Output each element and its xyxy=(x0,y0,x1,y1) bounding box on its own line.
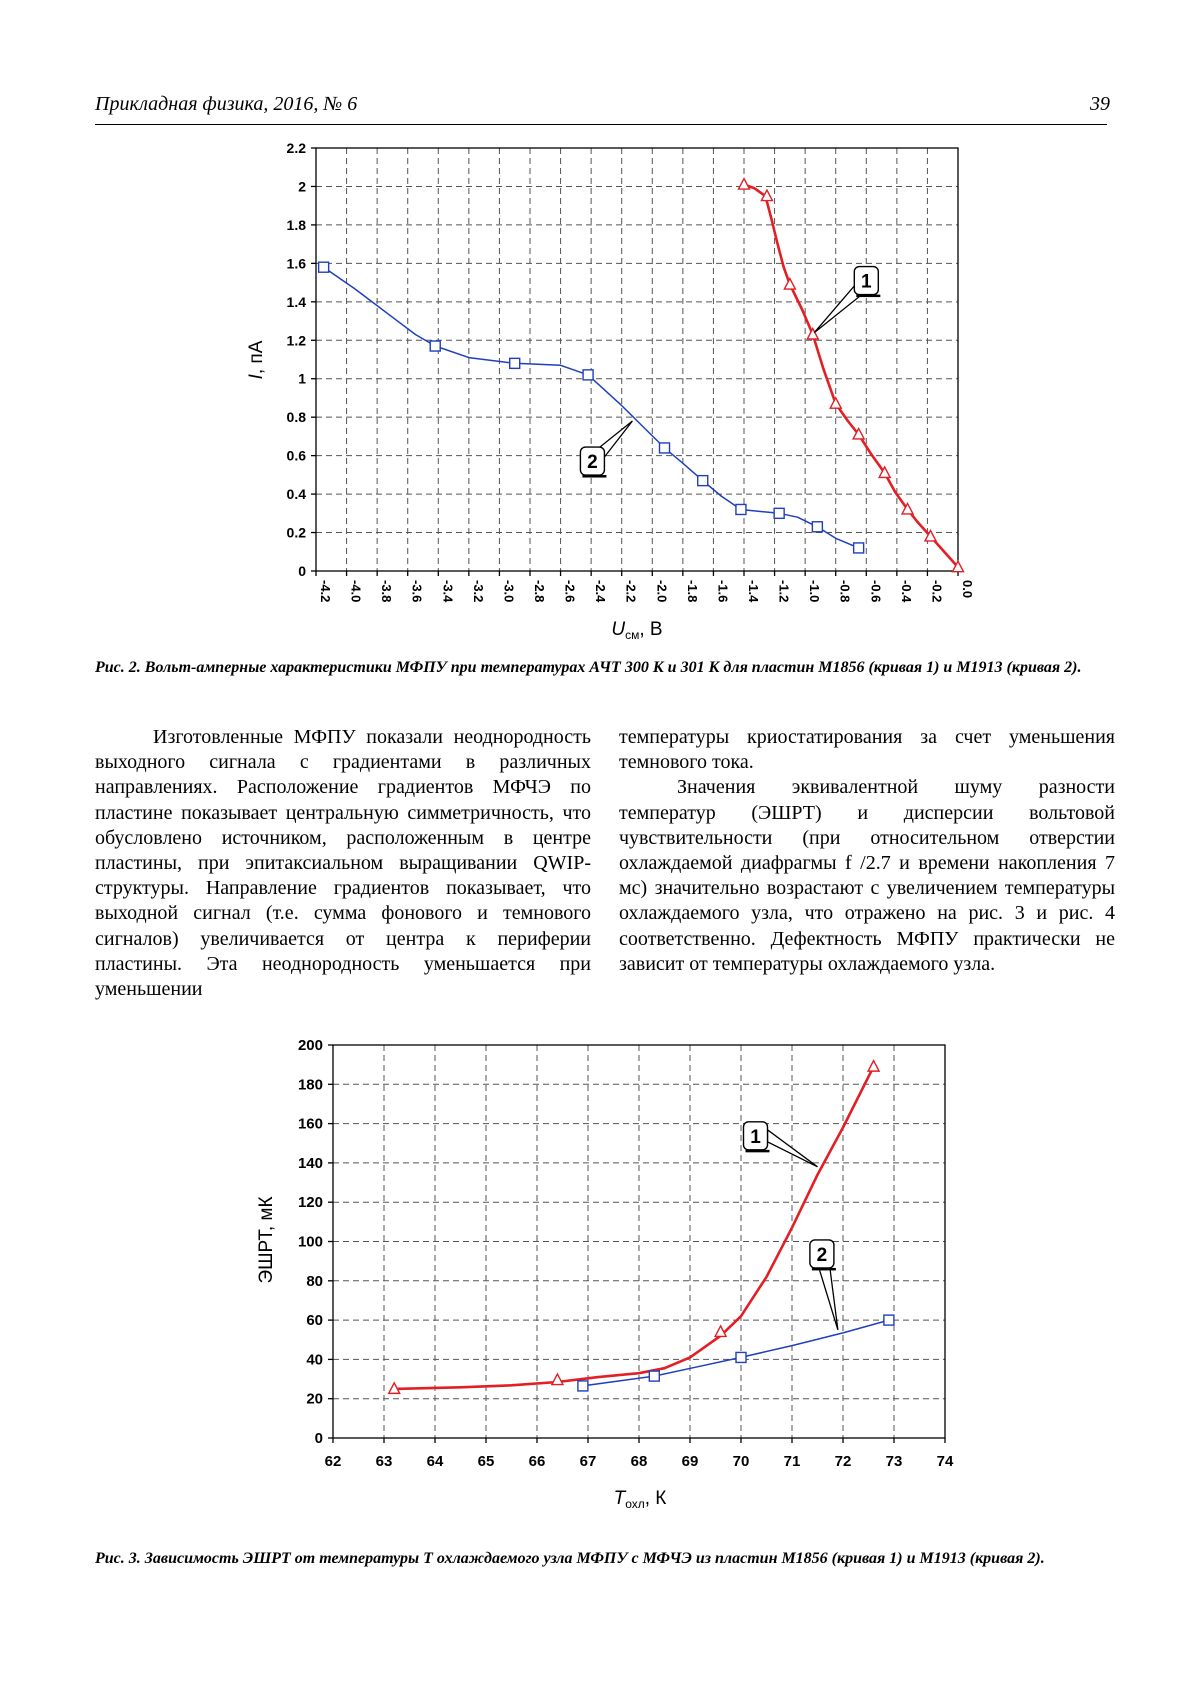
page-number: 39 xyxy=(1090,93,1110,115)
y-tick-label: 1.2 xyxy=(286,332,306,349)
x-tick-label: 74 xyxy=(936,1453,954,1470)
x-tick-label: -2.2 xyxy=(623,580,639,603)
callout-curve-1 xyxy=(744,1122,818,1167)
series-1-point xyxy=(552,1374,563,1385)
x-tick-label: 73 xyxy=(885,1453,903,1470)
series-2-point xyxy=(736,1352,746,1362)
y-tick-label: 40 xyxy=(306,1351,323,1369)
x-tick-label: 67 xyxy=(579,1453,597,1470)
y-tick-label: 0.4 xyxy=(286,486,306,503)
series-1 xyxy=(389,1061,879,1394)
series-2 xyxy=(578,1315,894,1391)
x-tick-label: -3.8 xyxy=(379,580,395,603)
series-1-line xyxy=(394,1067,873,1389)
x-tick-label: 65 xyxy=(477,1453,495,1470)
x-tick-label: -3.4 xyxy=(440,580,456,603)
y-tick-label: 120 xyxy=(297,1194,323,1212)
x-tick-label: 72 xyxy=(834,1453,852,1470)
x-tick-label: -3.6 xyxy=(409,580,425,603)
x-tick-label: 70 xyxy=(732,1453,750,1470)
x-tick-label: -0.6 xyxy=(868,580,884,603)
y-tick-label: 160 xyxy=(297,1115,323,1133)
y-tick-label: 2.2 xyxy=(286,140,306,156)
callout-curve-2 xyxy=(810,1240,838,1330)
x-tick-label: 62 xyxy=(324,1453,342,1470)
paragraph-right-2: Значения эквивалентной шуму разности температур (ЭШРТ) и дисперсии вольтовой чувствительности (при относительном отверстии охлаждаемой диафрагмы f /2.7 и времени накопления 7 мс) значительно возрастают с увеличением температуры охлаждаемого узла, что отражено на рис. 3 и рис. 4 соответственно. Дефектность МФПУ практически не зависит от температуры охлаждаемого узла. xyxy=(619,776,1115,975)
series-1-point xyxy=(868,1061,879,1072)
y-tick-label: 0 xyxy=(298,563,306,579)
series-2-point xyxy=(649,1371,659,1381)
y-tick-label: 0.2 xyxy=(286,524,306,541)
x-axis-title: $T_{охл}$, К xyxy=(613,1488,667,1511)
series-2-point xyxy=(884,1315,894,1325)
y-axis-title: ЭШРТ, мК xyxy=(256,1196,277,1284)
y-tick-label: 200 xyxy=(297,1037,323,1054)
x-tick-label: 66 xyxy=(528,1453,546,1470)
x-tick-label: -2.4 xyxy=(593,580,609,603)
x-tick-label: -1.8 xyxy=(684,580,700,603)
x-tick-label: -3.2 xyxy=(470,580,486,603)
y-tick-label: 1.6 xyxy=(286,255,306,272)
callout-label: 1 xyxy=(861,271,872,293)
journal-title: Прикладная физика, 2016, № 6 xyxy=(95,93,358,115)
y-tick-label: 20 xyxy=(306,1390,323,1408)
x-tick-label: 69 xyxy=(681,1453,699,1470)
y-tick-label: 60 xyxy=(306,1312,323,1330)
callout-label: 1 xyxy=(750,1126,761,1148)
callout-label: 2 xyxy=(587,452,598,474)
y-tick-label: 80 xyxy=(306,1272,323,1290)
figure-2-caption: Рис. 2. Вольт-амперные характеристики МФПУ при температурах АЧТ 300 К и 301 К для пластин М1856 (кривая 1) и М1913 (кривая 2). xyxy=(95,659,1082,676)
callout-pointer xyxy=(819,1268,838,1330)
x-tick-label: -4.2 xyxy=(318,580,333,603)
x-tick-label: -4.0 xyxy=(348,580,364,603)
x-axis-title: $U_{см}$, В xyxy=(611,619,663,642)
x-tick-label: 64 xyxy=(426,1453,444,1470)
x-tick-label: 68 xyxy=(630,1453,648,1470)
y-tick-label: 180 xyxy=(297,1076,323,1094)
series-2-point xyxy=(578,1381,588,1391)
x-tick-label: -2.6 xyxy=(562,580,578,603)
y-tick-label: 0 xyxy=(314,1430,323,1447)
callout-shadow xyxy=(812,1268,836,1271)
y-tick-label: 1.8 xyxy=(286,216,306,233)
x-tick-label: -0.2 xyxy=(929,580,945,603)
x-tick-label: -1.2 xyxy=(776,580,792,603)
x-tick-label: -3.0 xyxy=(501,580,517,603)
callout-label: 2 xyxy=(816,1244,828,1266)
x-tick-label: 0.0 xyxy=(960,580,975,599)
y-tick-label: 100 xyxy=(297,1233,323,1251)
x-tick-label: -0.4 xyxy=(898,580,914,603)
y-tick-label: 0.6 xyxy=(286,447,306,464)
figure-3-caption: Рис. 3. Зависимость ЭШРТ от температуры T охлаждаемого узла МФПУ с МФЧЭ из пластин М1856 (кривая 1) и М1913 (кривая 2). xyxy=(95,1550,1045,1567)
y-tick-label: 2 xyxy=(298,178,306,195)
x-tick-label: -2.0 xyxy=(654,580,670,603)
x-tick-label: 71 xyxy=(783,1453,801,1470)
x-tick-label: -0.8 xyxy=(837,580,853,603)
y-tick-label: 140 xyxy=(297,1154,323,1172)
y-tick-label: 0.8 xyxy=(286,409,306,426)
x-tick-label: -2.8 xyxy=(532,580,547,603)
x-tick-label: -1.0 xyxy=(807,580,823,603)
paragraph-right-1: температуры криостатирования за счет уменьшения темнового тока. xyxy=(619,726,1115,774)
x-tick-label: 63 xyxy=(375,1453,393,1470)
callout-shadow xyxy=(746,1150,770,1153)
x-tick-label: -1.6 xyxy=(715,580,731,603)
paragraph-left: Изготовленные МФПУ показали неоднородность выходного сигнала с градиентами в различных направлениях. Расположение градиентов МФЧЭ по пластине показывает центральную симметричность, что обусловлено источником, расположенным в центре пластины, при эпитаксиальном выращивании QWIP-структуры. Направление градиентов показывает, что выходной сигнал (т.е. сумма фонового и темнового сигналов) увеличивается от центра к периферии пластины. Эта неоднородность уменьшается при уменьшении xyxy=(95,726,591,1001)
y-axis-title: I, пА xyxy=(246,340,267,380)
y-tick-label: 1 xyxy=(298,370,306,387)
x-tick-label: -1.4 xyxy=(746,580,761,603)
y-tick-label: 1.4 xyxy=(286,293,306,310)
